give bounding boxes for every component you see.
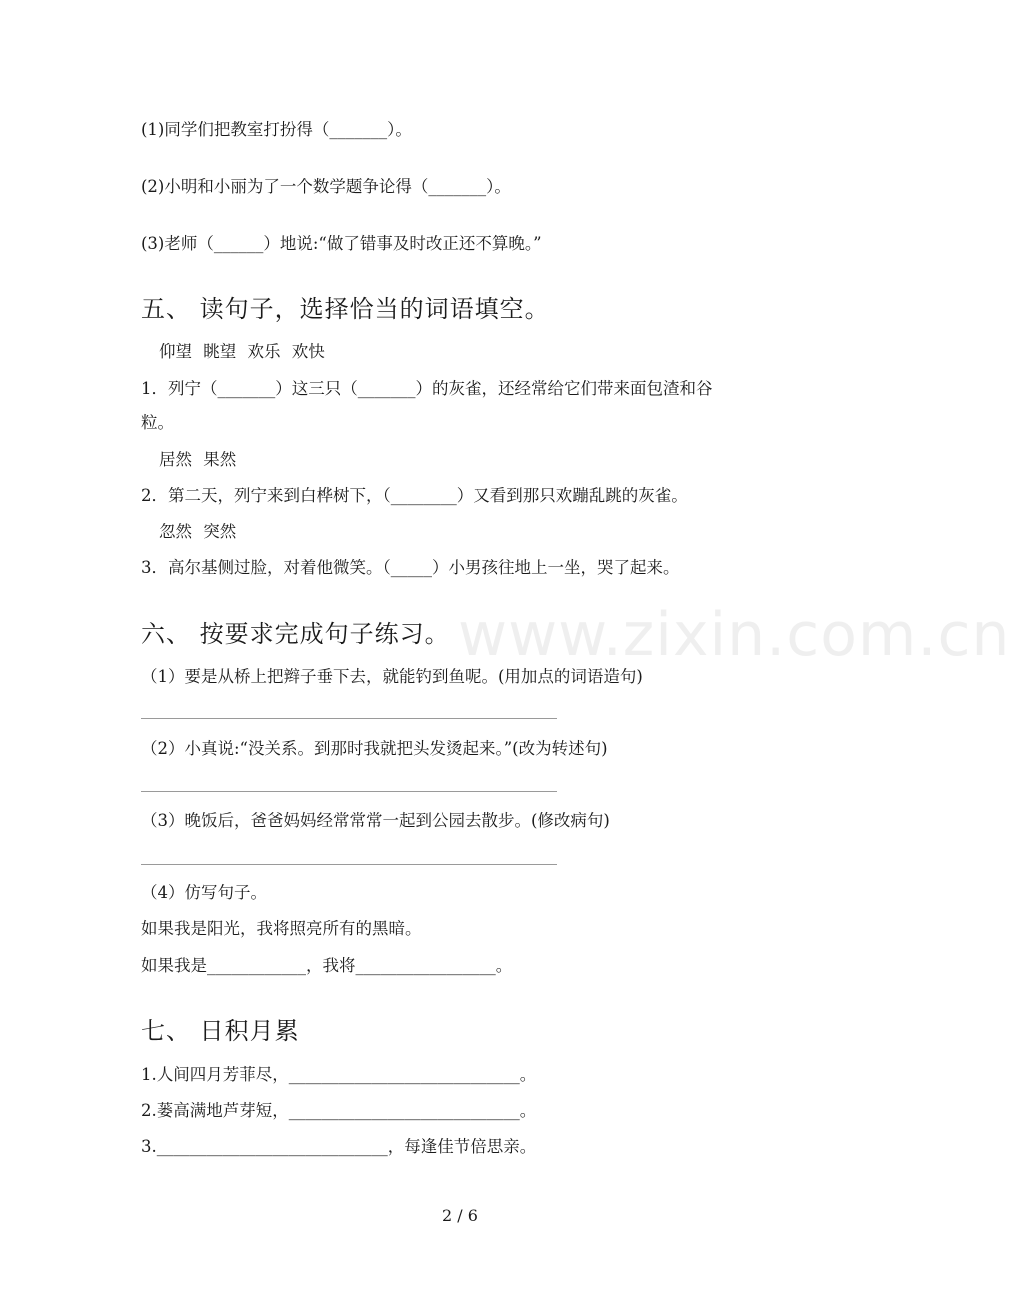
part6-question-1: （1）要是从桥上把辫子垂下去，就能钓到鱼呢。(用加点的词语造句) <box>141 667 643 686</box>
part5-word-options-3: 忽然 突然 <box>159 522 237 541</box>
part5-sentence-1b: 粒。 <box>141 413 174 432</box>
part6-question-2: （2）小真说:“没关系。到那时我就把头发烫起来。”(改为转述句) <box>141 739 608 758</box>
part4-question-3: (3)老师（______）地说:“做了错事及时改正还不算晚。” <box>141 234 542 253</box>
page-number: 2 / 6 <box>442 1206 478 1225</box>
part4-question-1: (1)同学们把教室打扮得（_______）。 <box>141 120 412 139</box>
part6-example-sentence: 如果我是阳光，我将照亮所有的黑暗。 <box>141 919 422 938</box>
part5-sentence-2: 2．第二天，列宁来到白桦树下，（________）又看到那只欢蹦乱跳的灰雀。 <box>141 486 688 505</box>
part7-heading: 七、 日积月累 <box>141 1017 300 1045</box>
answer-line-3 <box>141 864 557 865</box>
part5-word-options-1: 仰望 眺望 欢乐 欢快 <box>159 342 325 361</box>
part6-question-3: （3）晚饭后，爸爸妈妈经常常常一起到公园去散步。(修改病句) <box>141 811 610 830</box>
part6-question-4: （4）仿写句子。 <box>141 883 267 902</box>
part6-imitation-blank: 如果我是____________，我将_________________。 <box>141 956 513 975</box>
part5-sentence-3: 3．高尔基侧过脸，对着他微笑。（_____）小男孩往地上一坐，哭了起来。 <box>141 558 680 577</box>
part7-line-1: 1.人间四月芳菲尽，____________________________。 <box>141 1065 537 1084</box>
part6-heading: 六、 按要求完成句子练习。 <box>141 620 450 648</box>
part5-sentence-1a: 1．列宁（_______）这三只（_______）的灰雀，还经常给它们带来面包渣和谷 <box>141 379 713 398</box>
answer-line-2 <box>141 791 557 792</box>
part4-question-2: (2)小明和小丽为了一个数学题争论得（_______）。 <box>141 177 511 196</box>
part7-line-3: 3.____________________________，每逢佳节倍思亲。 <box>141 1137 537 1156</box>
part5-word-options-2: 居然 果然 <box>159 450 237 469</box>
part5-heading: 五、 读句子，选择恰当的词语填空。 <box>141 295 550 323</box>
answer-line-1 <box>141 718 557 719</box>
watermark: www.zixin.com.cn <box>458 600 1010 670</box>
part7-line-2: 2.蒌高满地芦芽短，____________________________。 <box>141 1101 537 1120</box>
